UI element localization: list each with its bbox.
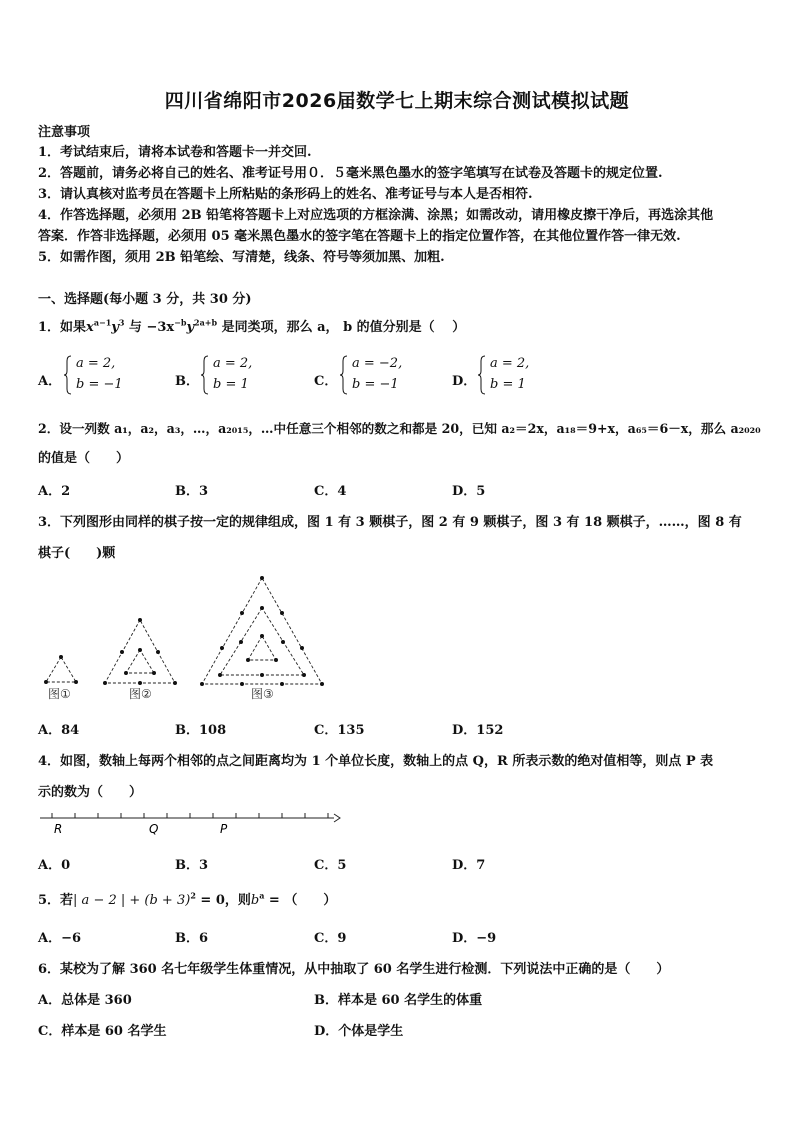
q4-option-a: A．0 — [38, 858, 71, 873]
q5-option-c: C．9 — [314, 931, 347, 946]
question-6: 6．某校为了解 360 名七年级学生体重情况，从中抽取了 60 名学生进行检测．下列说法中正确的是（ ） — [38, 962, 670, 977]
question-4: 4．如图，数轴上每两个相邻的点之间距离均为 1 个单位长度，数轴上的点 Q，R 所表示数的绝对值相等，则点 P 表 — [38, 754, 714, 769]
q2-option-c: C．4 — [314, 484, 347, 499]
q5-option-a: A．−6 — [38, 931, 82, 946]
question-1: 1．如果$x^{a-1}y^3$ 与 $-3x^{-b}y^{2a+b}$ 是同类项，那么 a， b 的值分别是（ ） — [38, 317, 466, 335]
q3-option-c: C．135 — [314, 723, 365, 738]
q2-option-b: B．3 — [175, 484, 209, 499]
notice-item-4-cont: 答案．作答非选择题，必须用 05 毫米黑色墨水的签字笔在答题卡上的指定位置作答，在其他位置作答一律无效. — [38, 229, 681, 244]
q6-option-d: D．个体是学生 — [314, 1024, 404, 1039]
section-heading: 一、选择题(每小题 3 分，共 30 分) — [38, 292, 252, 307]
q4-option-b: B．3 — [175, 858, 209, 873]
notice-heading: 注意事项 — [38, 125, 91, 140]
q6-option-c: C．样本是 60 名学生 — [38, 1024, 167, 1039]
brace-icon — [201, 355, 209, 395]
notice-item-1: 1．考试结束后，请将本试卷和答题卡一并交回. — [38, 145, 312, 160]
q6-option-a: A．总体是 360 — [38, 993, 132, 1008]
question-3-cont: 棋子( )颗 — [38, 546, 116, 561]
brace-icon — [478, 355, 486, 395]
figure-3-label: 图③ — [251, 687, 274, 701]
page-title: 四川省绵阳市2026届数学七上期末综合测试模拟试题 — [164, 90, 630, 112]
q4-option-c: C．5 — [314, 858, 347, 873]
chess-pattern-figure — [0, 570, 794, 710]
axis-label-r: R — [54, 822, 63, 836]
q1-option-d-letter: D． — [452, 374, 477, 389]
question-4-cont: 示的数为（ ） — [38, 785, 143, 800]
figure-1 — [44, 655, 78, 684]
question-2-cont: 的值是（ ） — [38, 451, 130, 466]
question-2: 2．设一列数 a₁，a₂，a₃，…，a₂₀₁₅，…中任意三个相邻的数之和都是 20，已知 a₂＝2x，a₁₈＝9+x，a₆₅＝6－x，那么 a₂₀₂₀ — [38, 421, 761, 436]
exam-page: 四川省绵阳市2026届数学七上期末综合测试模拟试题 注意事项 1．考试结束后，请将本试卷和答题卡一并交回. 2．答题前，请务必将自己的姓名、准考证号用０．５毫米黑色墨水的签字笔填写在试卷及答题卡的规定位置. 3．请认真核对监考员在答题卡上所粘贴的条形码上的姓名、准考证号与本人是否相符. 4．作答选择题，必须用 2B 铅笔将答题卡上对应选项的方框涂满、涂黑；如需改动，请用橡皮擦干净后，再选涂其他 答案．作答非选择题，必须用 05 毫米黑色墨水的签字笔在答题卡上的指定位置作答，在其他位置作答一律无效. 5．如需作图，须用 2B 铅笔绘、写清楚，线条、符号等须加黑、加粗. 一、选择题(每小题 3 分，共 30 分) 1．如果$x^{a-1}y^3$ 与 $-3x^{-b}y^{2a+b}$ 是同类项，那么 a， b 的值分别是（ ） A． a = 2, b = −1 B． a = 2, b = 1 C． a = −2, b = −1 D． a = 2, b = 1 2．设一列数 a₁，a₂，a₃，…，a₂₀₁₅，…中任意三个相邻的数之和都是 20，已知 a₂＝2x，a₁₈＝9+x，a₆₅＝6－x，那么 a₂₀₂₀ 的值是（ ） A．2 B．3 C．4 D．5 3．下列图形由同样的棋子按一定的规律组成，图 1 有 3 颗棋子，图 2 有 9 颗棋子，图 3 有 18 颗棋子，……，图 8 有 棋子( )颗 图① 图② 图③ A．84 B．108 C．135 D．152 4．如图，数轴上每两个相邻的点之间距离均为 1 个单位长度，数轴上的点 Q，R 所表示数的绝对值相等，则点 P 表 示的数为（ ） R Q P A．0 B．3 C．5 D．7 5．若| a − 2 | + $(b + 3)^2 = 0$，则$b^a$ = （ ） A．−6 B．6 C．9 D．−9 6．某校为了解 360 名七年级学生体重情况，从中抽取了 60 名学生进行检测．下列说法中正确的是（ ） A．总体是 360 B．样本是 60 名学生的体重 C．样本是 60 名学生 D．个体是学生 — [0, 0, 794, 1123]
question-5: 5．若| a − 2 | + $(b + 3)^2 = 0$，则$b^a$ = （ ） — [38, 890, 337, 908]
q3-option-b: B．108 — [175, 723, 227, 738]
q1-option-b-letter: B． — [175, 374, 199, 389]
axis-label-q: Q — [149, 822, 159, 836]
q5-option-d: D．−9 — [452, 931, 497, 946]
notice-item-2: 2．答题前，请务必将自己的姓名、准考证号用０．５毫米黑色墨水的签字笔填写在试卷及答题卡的规定位置. — [38, 166, 663, 181]
brace-icon — [64, 355, 72, 395]
q2-option-d: D．5 — [452, 484, 486, 499]
q4-option-d: D．7 — [452, 858, 486, 873]
figure-3 — [200, 576, 324, 686]
axis-label-p: P — [220, 822, 228, 836]
brace-icon — [340, 355, 348, 395]
q3-option-d: D．152 — [452, 723, 504, 738]
figure-2 — [103, 618, 177, 685]
notice-item-4: 4．作答选择题，必须用 2B 铅笔将答题卡上对应选项的方框涂满、涂黑；如需改动，请用橡皮擦干净后，再选涂其他 — [38, 208, 714, 223]
q5-option-b: B．6 — [175, 931, 209, 946]
q1-option-c-letter: C． — [314, 374, 338, 389]
q2-option-a: A．2 — [38, 484, 71, 499]
number-line — [36, 808, 346, 840]
figure-1-label: 图① — [48, 687, 71, 701]
notice-item-3: 3．请认真核对监考员在答题卡上所粘贴的条形码上的姓名、准考证号与本人是否相符. — [38, 187, 533, 202]
q6-option-b: B．样本是 60 名学生的体重 — [314, 993, 483, 1008]
figure-2-label: 图② — [129, 687, 152, 701]
notice-item-5: 5．如需作图，须用 2B 铅笔绘、写清楚，线条、符号等须加黑、加粗. — [38, 250, 445, 265]
q3-option-a: A．84 — [38, 723, 80, 738]
q1-option-a-letter: A． — [38, 374, 62, 389]
question-3: 3．下列图形由同样的棋子按一定的规律组成，图 1 有 3 颗棋子，图 2 有 9 颗棋子，图 3 有 18 颗棋子，……，图 8 有 — [38, 515, 742, 530]
